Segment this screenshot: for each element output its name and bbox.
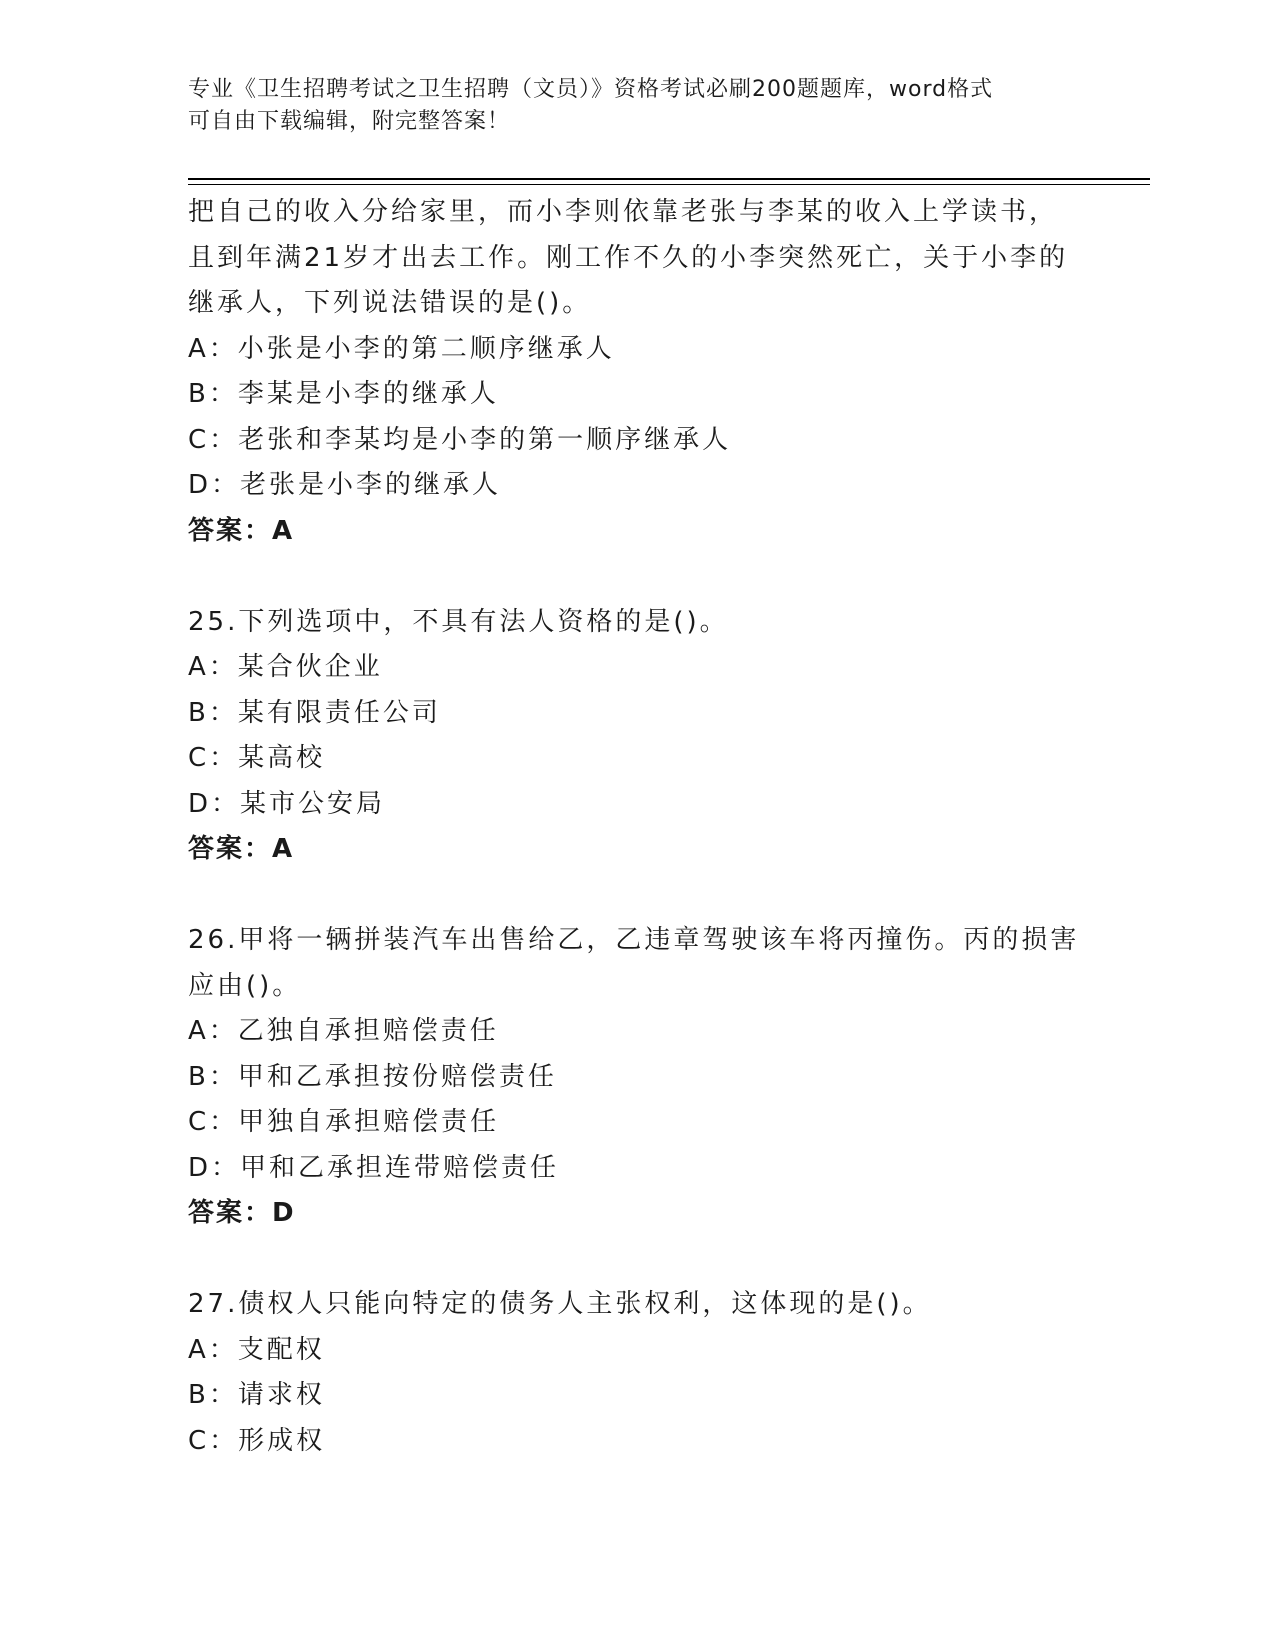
question-stem-line: 且到年满21岁才出去工作。刚工作不久的小李突然死亡，关于小李的 xyxy=(188,242,1069,273)
spacer xyxy=(188,554,1088,600)
question-24-continued xyxy=(188,190,1088,554)
answer-line: 答案：D xyxy=(188,1198,296,1228)
option-d: D：老张是小李的继承人 xyxy=(188,470,502,500)
option-c: C：某高校 xyxy=(188,743,326,773)
option-b: B：某有限责任公司 xyxy=(188,697,441,728)
answer-line: 答案：A xyxy=(188,834,295,864)
question-27 xyxy=(188,1282,1088,1464)
option-a: A：小张是小李的第二顺序继承人 xyxy=(188,333,615,364)
question-stem-line: 26.甲将一辆拼装汽车出售给乙，乙违章驾驶该车将丙撞伤。丙的损害 xyxy=(188,925,1080,955)
option-a: A：支配权 xyxy=(188,1334,325,1365)
option-a: A：某合伙企业 xyxy=(188,652,383,682)
option-a: A：乙独自承担赔偿责任 xyxy=(188,1016,499,1046)
spacer xyxy=(188,873,1088,919)
answer-line: 答案：A xyxy=(188,515,295,546)
document-header xyxy=(188,74,1088,138)
option-d: D：甲和乙承担连带赔偿责任 xyxy=(188,1152,560,1183)
question-stem-line: 27.债权人只能向特定的债务人主张权利，这体现的是()。 xyxy=(188,1289,932,1319)
question-list xyxy=(188,190,1088,1464)
spacer xyxy=(188,1237,1088,1283)
option-c: C：形成权 xyxy=(188,1425,326,1456)
header-title-line-2: 可自由下载编辑，附完整答案！ xyxy=(188,109,511,134)
question-stem-line: 把自己的收入分给家里，而小李则依靠老张与李某的收入上学读书， xyxy=(188,197,1059,227)
question-26 xyxy=(188,918,1088,1237)
question-stem-line: 25.下列选项中，不具有法人资格的是()。 xyxy=(188,606,729,637)
option-d: D：某市公安局 xyxy=(188,788,386,819)
question-stem-line: 继承人，下列说法错误的是()。 xyxy=(188,288,592,318)
option-c: C：老张和李某均是小李的第一顺序继承人 xyxy=(188,424,732,455)
question-stem-line: 应由()。 xyxy=(188,970,302,1001)
option-c: C：甲独自承担赔偿责任 xyxy=(188,1107,500,1137)
option-b: B：李某是小李的继承人 xyxy=(188,379,499,409)
question-25 xyxy=(188,600,1088,873)
option-b: B：甲和乙承担按份赔偿责任 xyxy=(188,1061,557,1092)
header-divider-thin xyxy=(188,184,1150,185)
header-title-line-1: 专业《卫生招聘考试之卫生招聘（文员）》资格考试必刷200题题库，word格式 xyxy=(188,77,994,102)
header-divider-thick xyxy=(188,178,1150,180)
option-b: B：请求权 xyxy=(188,1380,325,1410)
